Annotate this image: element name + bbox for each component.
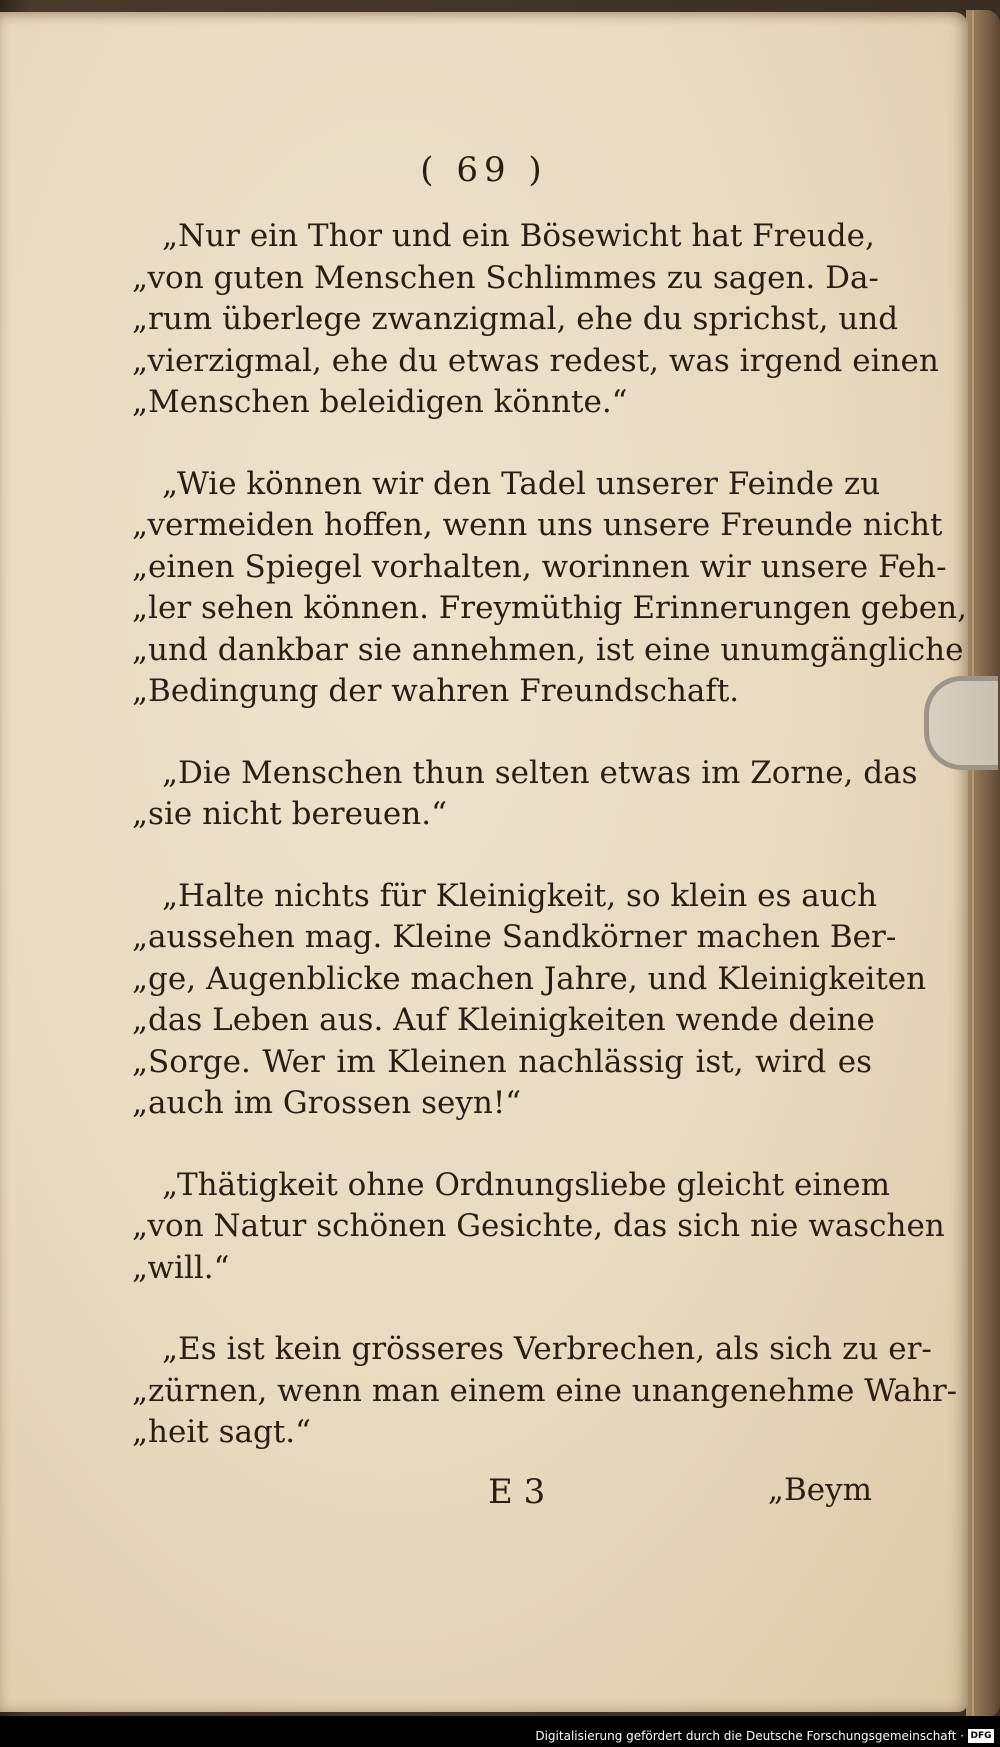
text-line: „vierzigmal, ehe du etwas redest, was irgend einen [132, 342, 939, 379]
text-line: „und dankbar sie annehmen, ist eine unumgängliche [132, 631, 964, 668]
page-text [132, 216, 967, 1494]
text-line: „aussehen mag. Kleine Sandkörner machen Ber- [132, 919, 897, 955]
paragraph [132, 1165, 945, 1290]
book-page [0, 12, 968, 1712]
book-page-edges [966, 10, 1000, 1718]
dfg-logo-icon: DFG [968, 1729, 994, 1743]
signature-mark: E 3 [488, 1472, 546, 1512]
text-line: „von Natur schönen Gesichte, das sich nie waschen [132, 1208, 945, 1244]
text-line: „von guten Menschen Schlimmes zu sagen. Da- [132, 259, 879, 296]
text-line: „Thätigkeit ohne Ordnungsliebe gleicht einem [162, 1166, 891, 1203]
text-line: „ler sehen können. Freymüthig Erinnerungen geben, [132, 590, 967, 626]
paragraph [132, 464, 967, 713]
text-line: „Sorge. Wer im Kleinen nachlässig ist, wird es [132, 1043, 872, 1080]
text-line: „Bedingung der wahren Freundschaft. [132, 673, 740, 709]
page-number: ( 69 ) [420, 150, 548, 190]
text-line: „Wie können wir den Tadel unserer Feinde zu [162, 465, 881, 502]
text-line: „ge, Augenblicke machen Jahre, und Kleinigkeiten [132, 960, 927, 997]
text-line: „Halte nichts für Kleinigkeit, so klein es auch [162, 877, 878, 914]
text-line: „zürnen, wenn man einem eine unangenehme Wahr- [132, 1372, 958, 1409]
text-line: „einen Spiegel vorhalten, worinnen wir unsere Feh- [132, 548, 947, 585]
text-line: „sie nicht bereuen.“ [132, 796, 447, 832]
bookmark-clip [924, 676, 998, 770]
text-line: „will.“ [132, 1249, 230, 1286]
text-line: „auch im Grossen seyn!“ [132, 1085, 522, 1121]
text-line: „vermeiden hoffen, wenn uns unsere Freunde nicht [132, 507, 943, 543]
text-line: „das Leben aus. Auf Kleinigkeiten wende deine [132, 1002, 875, 1038]
text-line: „Nur ein Thor und ein Bösewicht hat Freude, [162, 218, 875, 254]
digitization-credit: Digitalisierung gefördert durch die Deutsche Forschungsgemeinschaft · [535, 1729, 964, 1743]
text-line: „rum überlege zwanzigmal, ehe du sprichst, und [132, 301, 899, 337]
catchword: „Beym [767, 1472, 872, 1508]
paragraph [132, 753, 918, 836]
paragraph [132, 216, 939, 424]
page-footer [0, 1472, 880, 1522]
paragraph [132, 1329, 958, 1454]
text-line: „heit sagt.“ [132, 1414, 311, 1450]
paragraph [132, 876, 927, 1125]
text-line: „Die Menschen thun selten etwas im Zorne, das [162, 754, 918, 791]
text-line: „Menschen beleidigen könnte.“ [132, 384, 628, 420]
text-line: „Es ist kein grösseres Verbrechen, als sich zu er- [162, 1331, 932, 1367]
